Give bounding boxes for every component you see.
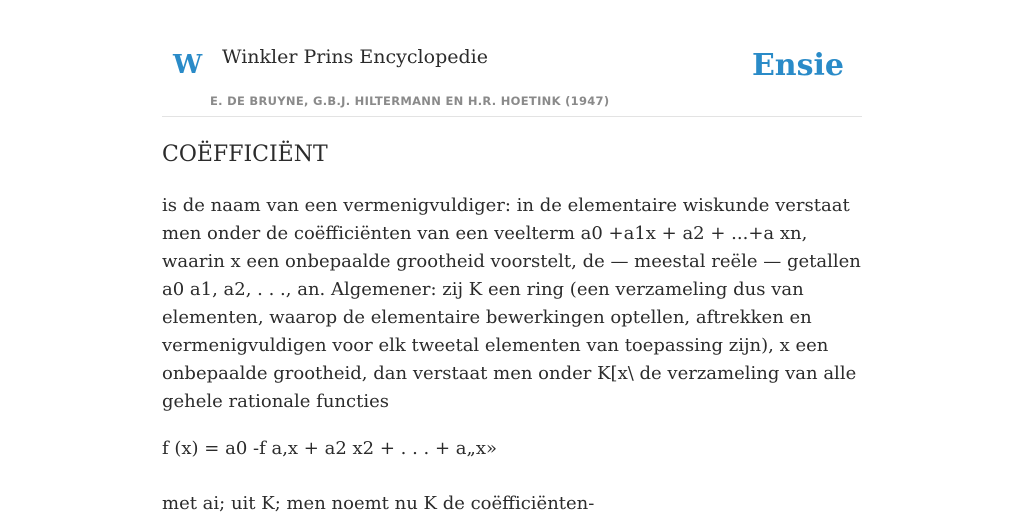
article-content (162, 140, 862, 512)
article-formula: f (x) = a0 -f a,x + a2 x2 + . . . + a„x» (162, 438, 497, 459)
site-header (162, 0, 862, 117)
winkler-prins-logo[interactable]: W (173, 50, 203, 80)
site-title[interactable]: Winkler Prins Encyclopedie (222, 46, 488, 68)
ensie-brand-logo[interactable]: Ensie (751, 48, 844, 83)
article-paragraph: met ai; uit K; men noemt nu K de coëfficiënten- (162, 493, 595, 512)
article-paragraph: is de naam van een vermenigvuldiger: in de elementaire wiskunde verstaat men onder de coëfficiënten van een veelterm a0 +a1x + a2 + ...+a xn, waarin x een onbepaalde grootheid voorstelt, de — meestal reële — getallen a0 a1, a2, . . ., an. Algemener: zij K een ring (een verzameling dus van elementen, waarop de elementaire bewerkingen optellen, aftrekken en vermenigvuldigen voor elk tweetal elementen van toepassing zijn), x een onbepaalde grootheid, dan verstaat men onder K[x\ de verzameling van alle gehele rationale functies (162, 195, 861, 412)
article-title: COËFFICIËNT (162, 142, 328, 167)
site-subtitle: E. DE BRUYNE, G.B.J. HILTERMANN EN H.R. HOETINK (1947) (210, 94, 610, 108)
